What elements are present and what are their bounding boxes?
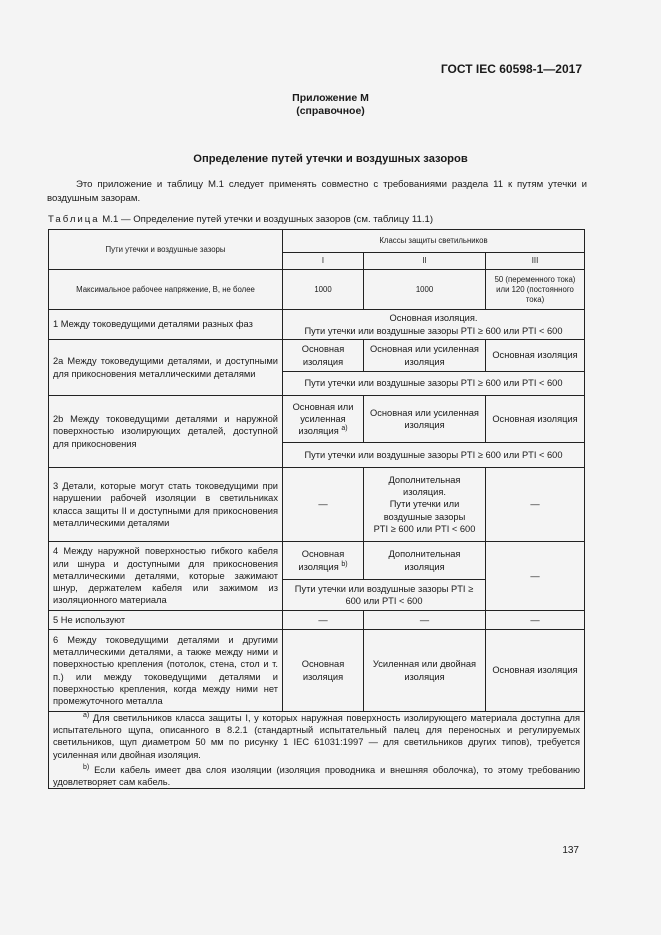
header-voltage: Максимальное рабочее напряжение, В, не более bbox=[49, 270, 283, 310]
row-2b-class-2: Основная или усиленная изоляция bbox=[364, 396, 486, 443]
row-2a-class-3: Основная изоляция bbox=[486, 340, 585, 372]
row-2a-span: Пути утечки или воздушные зазоры PTI ≥ 600 или PTI < 600 bbox=[283, 372, 585, 396]
row-1-value-line-2: Пути утечки или воздушные зазоры PTI ≥ 600 или PTI < 600 bbox=[304, 325, 563, 336]
footnote-b-mark: b) bbox=[83, 763, 90, 771]
page-number: 137 bbox=[562, 845, 579, 856]
row-5-class-2: — bbox=[364, 611, 486, 630]
annex-title: Приложение М bbox=[292, 92, 369, 104]
voltage-class-1: 1000 bbox=[283, 270, 364, 310]
footnote-ref-b: b) bbox=[341, 560, 348, 568]
footnote-a bbox=[53, 712, 580, 761]
row-3-class-2-line-3: PTI ≥ 600 или PTI < 600 bbox=[373, 523, 476, 534]
header-class-2: II bbox=[364, 253, 486, 270]
row-4-span: Пути утечки или воздушные зазоры PTI ≥ 600 или PTI < 600 bbox=[283, 580, 486, 611]
row-1-value-line-1: Основная изоляция. bbox=[389, 313, 478, 324]
clearance-table bbox=[48, 229, 585, 789]
table-caption-text: М.1 — Определение путей утечки и воздушных зазоров (см. таблицу 11.1) bbox=[99, 214, 434, 225]
row-2a-label: 2а Между токоведущими деталями, и доступными для прикосновения металлическими деталями bbox=[49, 340, 283, 396]
footnote-b bbox=[53, 764, 580, 788]
row-2b-class-1-text: Основная или усиленная изоляция bbox=[292, 401, 354, 437]
row-2a-class-1: Основная изоляция bbox=[283, 340, 364, 372]
intro-paragraph: Это приложение и таблицу М.1 следует применять совместно с требованиями раздела 11 к путям утечки и воздушным зазорам. bbox=[47, 179, 587, 204]
row-2a-class-2: Основная или усиленная изоляция bbox=[364, 340, 486, 372]
row-2b-span: Пути утечки или воздушные зазоры PTI ≥ 600 или PTI < 600 bbox=[283, 443, 585, 468]
table-footnotes bbox=[49, 712, 585, 789]
row-4-class-2: Дополнительная изоляция bbox=[364, 542, 486, 580]
row-1-label: 1 Между токоведущими деталями разных фаз bbox=[49, 310, 283, 340]
header-class-3: III bbox=[486, 253, 585, 270]
row-6-class-1: Основная изоляция bbox=[283, 630, 364, 712]
row-2b-class-3: Основная изоляция bbox=[486, 396, 585, 443]
header-paths: Пути утечки и воздушные зазоры bbox=[49, 230, 283, 270]
header-classes: Классы защиты светильников bbox=[283, 230, 585, 253]
row-3-class-2 bbox=[364, 468, 486, 542]
footnote-ref-a: a) bbox=[341, 425, 348, 432]
row-3-label: 3 Детали, которые могут стать токоведущими при нарушении рабочей изоляции в светильниках класса защиты II и доступными для прикосновения металлическими деталями bbox=[49, 468, 283, 542]
row-1-value bbox=[283, 310, 585, 340]
row-2b-label: 2b Между токоведущими деталями и наружной поверхностью изолирующих деталей, доступной для прикосновения bbox=[49, 396, 283, 468]
footnote-a-text: Для светильников класса защиты I, у которых наружная поверхность изолирующего материала доступна для испытательного щупа, описанного в 8.2.1 (стандартный испытательный палец для переносных и регулируемых светильников, щуп диаметром 50 мм по рисунку 1 IEC 61031:1997 — для светильников других типов), требуется усиленная или двойная изоляция. bbox=[53, 713, 580, 760]
row-4-class-1-text: Основная изоляция bbox=[298, 549, 345, 572]
footnote-a-mark: a) bbox=[83, 711, 90, 719]
section-heading: Определение путей утечки и воздушных зазоров bbox=[193, 153, 468, 165]
header-class-1: I bbox=[283, 253, 364, 270]
row-5-class-3: — bbox=[486, 611, 585, 630]
row-3-class-2-line-1: Дополнительная изоляция. bbox=[388, 474, 461, 498]
voltage-class-3: 50 (переменного тока) или 120 (постоянного тока) bbox=[486, 270, 585, 310]
row-4-class-1 bbox=[283, 542, 364, 580]
row-3-class-3: — bbox=[486, 468, 585, 542]
row-2b-class-1 bbox=[283, 396, 364, 443]
row-5-label: 5 Не используют bbox=[49, 611, 283, 630]
row-3-class-2-line-2: Пути утечки или воздушные зазоры bbox=[383, 499, 466, 522]
row-4-label: 4 Между наружной поверхностью гибкого кабеля или шнура и доступными для прикосновения металлическими деталями, которые зажимают шнур, держателем кабеля или зажимом из изоляционного материала bbox=[49, 542, 283, 611]
row-6-class-2: Усиленная или двойная изоляция bbox=[364, 630, 486, 712]
row-3-class-1: — bbox=[283, 468, 364, 542]
row-4-class-3: — bbox=[486, 542, 585, 611]
row-6-class-3: Основная изоляция bbox=[486, 630, 585, 712]
table-caption bbox=[48, 214, 433, 225]
row-5-class-1: — bbox=[283, 611, 364, 630]
row-6-label: 6 Между токоведущими деталями и другими металлическими деталями, а также между ними и поверхностью крепления (потолок, стена, стол и т. п.) или между токоведущими деталями и поверхностью крепления, когда между ними нет промежуточного металла bbox=[49, 630, 283, 712]
annex-status: (справочное) bbox=[296, 105, 365, 117]
voltage-class-2: 1000 bbox=[364, 270, 486, 310]
footnote-b-text: Если кабель имеет два слоя изоляции (изоляция проводника и внешняя оболочка), то этому требованию удовлетворяет сам кабель. bbox=[53, 764, 580, 788]
table-caption-prefix: Таблица bbox=[48, 214, 100, 225]
standard-number: ГОСТ IEC 60598-1—2017 bbox=[440, 62, 582, 76]
